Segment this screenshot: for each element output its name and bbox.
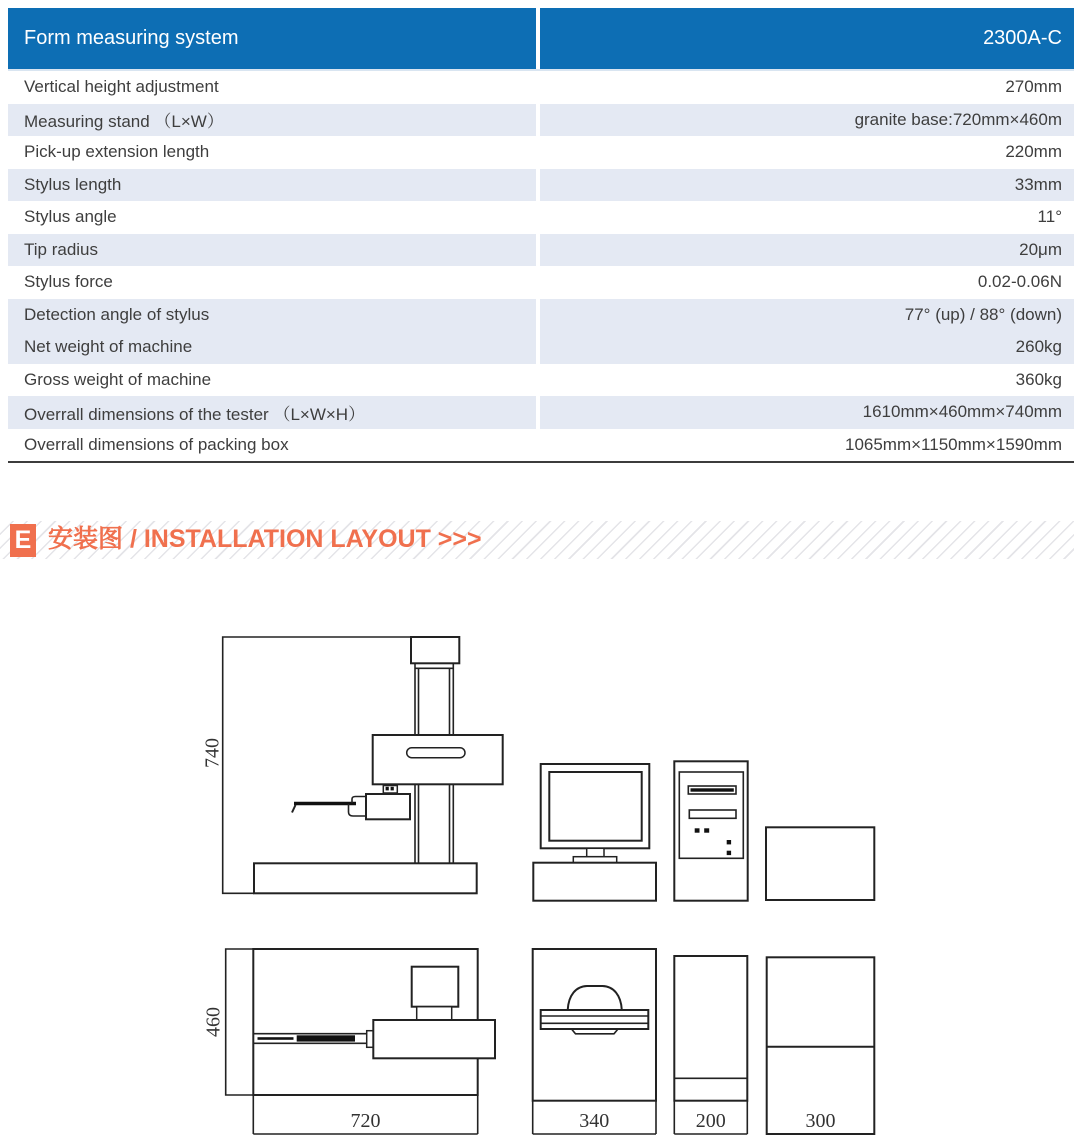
packing-box-top-view	[767, 957, 875, 1134]
accessory-box-front-view	[766, 827, 874, 900]
machine-top-view	[203, 949, 496, 1134]
row-value: 360kg	[1015, 369, 1062, 389]
row-label: Stylus length	[8, 169, 536, 202]
row-value: 1610mm×460mm×740mm	[540, 396, 1074, 429]
dim-label-height: 740	[201, 738, 224, 768]
section-badge: E	[10, 524, 36, 557]
row-label: Measuring stand （L×W）	[8, 104, 536, 137]
dim-label-monitor-width: 340	[579, 1110, 610, 1132]
row-value: 270mm	[1005, 77, 1062, 97]
row-value: 77° (up) / 88° (down)	[540, 299, 1074, 332]
row-label: Vertical height adjustment	[24, 77, 219, 97]
row-label: Overrall dimensions of packing box	[24, 434, 289, 454]
row-value: 33mm	[540, 169, 1074, 202]
pc-tower-front-view	[674, 761, 747, 900]
row-label: Stylus force	[24, 272, 113, 292]
row-value: 20μm	[540, 234, 1074, 267]
row-label: Pick-up extension length	[24, 142, 210, 162]
machine-side-view	[202, 637, 503, 893]
monitor-top-view	[533, 949, 656, 1134]
row-label: Tip radius	[8, 234, 536, 267]
dim-label-depth: 460	[202, 1007, 225, 1037]
pc-tower-top-view	[674, 956, 747, 1134]
row-value: 11°	[1037, 207, 1062, 227]
row-value: 1065mm×1150mm×1590mm	[844, 434, 1062, 454]
row-label: Overrall dimensions of the tester （L×W×H）	[8, 396, 536, 429]
monitor-front-view	[533, 764, 656, 901]
row-label: Net weight of machine	[8, 331, 536, 364]
row-label: Stylus angle	[24, 207, 117, 227]
dim-label-box-width: 300	[805, 1110, 836, 1132]
dim-label-base-length: 720	[350, 1110, 381, 1132]
row-value: 220mm	[1005, 142, 1062, 162]
row-label: Gross weight of machine	[24, 369, 212, 389]
table-header-left: Form measuring system	[8, 8, 536, 69]
row-value: granite base:720mm×460m	[540, 104, 1074, 137]
dim-label-pc-width: 200	[695, 1110, 726, 1132]
row-label: Detection angle of stylus	[8, 299, 536, 332]
section-title: 安装图 / INSTALLATION LAYOUT >>>	[48, 525, 482, 553]
row-value: 260kg	[540, 331, 1074, 364]
row-value: 0.02-0.06N	[977, 272, 1062, 292]
table-header-right: 2300A-C	[540, 8, 1074, 69]
